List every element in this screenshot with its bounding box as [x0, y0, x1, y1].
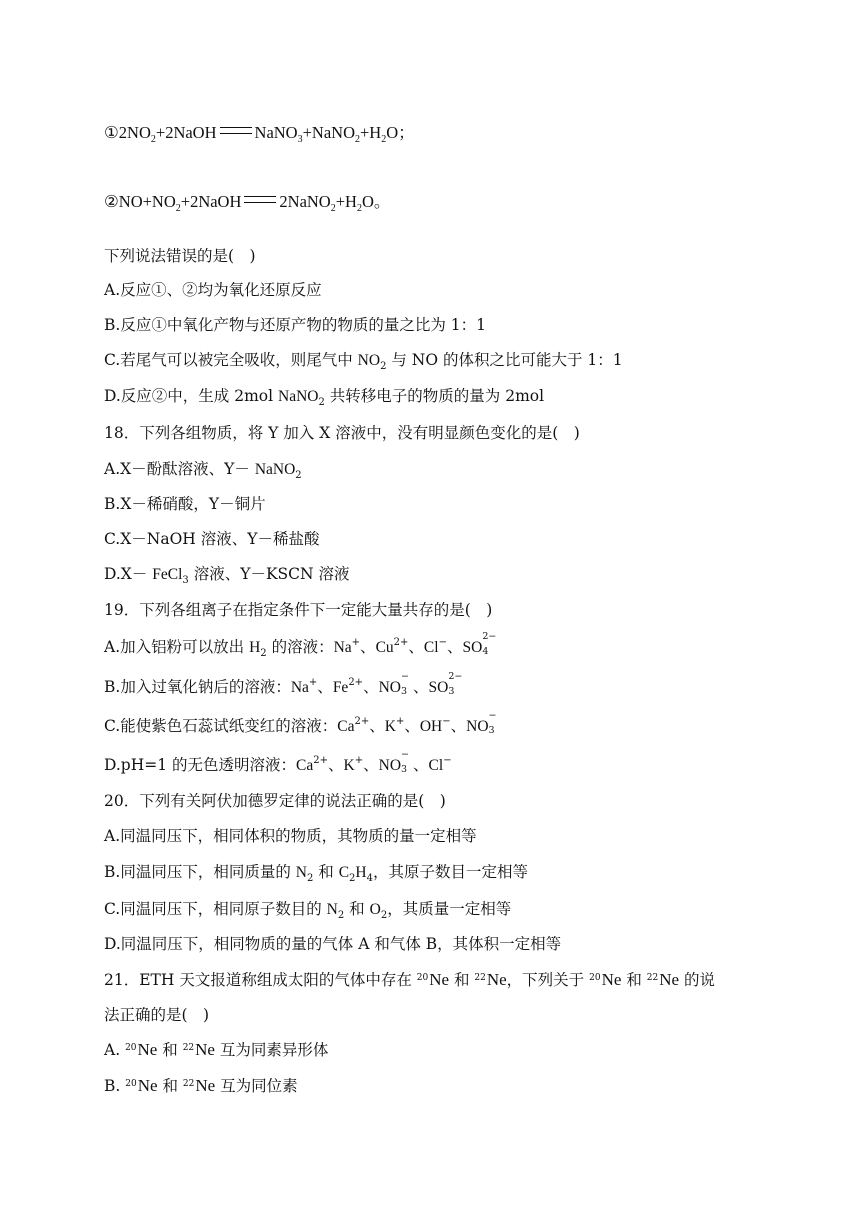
- q21-stem: 21．ETH 天文报道称组成太阳的气体中存在 $^{20}$Ne 和 $^{22}$Ne，下列关于 $^{20}$Ne 和 $^{22}$Ne 的说: [104, 970, 715, 989]
- q21-stem-continued: 法正确的是( ): [104, 1006, 210, 1024]
- q18-option-a: A.X－酚酞溶液、Y－ NaNO$_2$: [104, 460, 302, 481]
- q19-option-a: A.加入铝粉可以放出 $H_2$ 的溶液：Na+、$Cu^{2+}$、Cl−、SO 2− 4: [104, 631, 497, 659]
- q20-option-d: D.同温同压下，相同物质的量的气体 A 和气体 B，其体积一定相等: [104, 935, 562, 953]
- q18-option-c: C.X－NaOH 溶液、Y－稀盐酸: [104, 530, 320, 548]
- q17-option-d: D.反应②中，生成 2mol NaNO$_2$ 共转移电子的物质的量为 2mol: [104, 387, 545, 408]
- q19-option-b: B.加入过氧化钠后的溶液：Na+、$Fe^{2+}$、NO − 3 、SO 2− 3: [104, 671, 463, 697]
- q18-option-b: B.X－稀硝酸，Y－铜片: [104, 495, 266, 513]
- q21-option-a: A. $^{20}$Ne 和 $^{22}$Ne 互为同素异形体: [104, 1040, 329, 1059]
- q19-option-c: C.能使紫色石蕊试纸变红的溶液：$Ca^{2+}$、K+、OH−、NO − 3: [104, 710, 497, 736]
- q20-stem: 20．下列有关阿伏加德罗定律的说法正确的是( ): [104, 792, 446, 810]
- equilibrium-equals-sign: [220, 127, 252, 134]
- q21-option-b: B. $^{20}$Ne 和 $^{22}$Ne 互为同位素: [104, 1076, 298, 1095]
- q17-stem: 下列说法错误的是( ): [104, 247, 256, 265]
- q20-option-c: C.同温同压下，相同原子数目的 $N_2$ 和 $O_2$，其质量一定相等: [104, 900, 512, 921]
- q18-option-d: D.X－ FeCl$_3$ 溶液、Y－KSCN 溶液: [104, 565, 350, 586]
- equation-2: $②NO+NO_2+2NaOH$ $2NaNO_2+H_2O$。: [104, 192, 391, 214]
- q17-option-b: B.反应①中氧化产物与还原产物的物质的量之比为 1：1: [104, 316, 486, 334]
- q19-stem: 19．下列各组离子在指定条件下一定能大量共存的是( ): [104, 601, 493, 619]
- equilibrium-equals-sign: [244, 196, 276, 203]
- q18-stem: 18．下列各组物质，将 Y 加入 X 溶液中，没有明显颜色变化的是( ): [104, 424, 580, 442]
- q17-option-c: C.若尾气可以被完全吸收，则尾气中 $NO_2$ 与 NO 的体积之比可能大于 1：1: [104, 351, 623, 372]
- q20-option-b: B.同温同压下，相同质量的 $N_2$ 和 $C_2H_4$，其原子数目一定相等: [104, 863, 528, 884]
- q19-option-d: D.pH=1 的无色透明溶液：$Ca^{2+}$、K+、NO − 3 、Cl−: [104, 749, 452, 775]
- q20-option-a: A.同温同压下，相同体积的物质，其物质的量一定相等: [104, 827, 477, 845]
- equation-1: $①2NO_2+2NaOH$ $NaNO_3+NaNO_2+H_2O$；: [104, 123, 415, 145]
- q17-option-a: A.反应①、②均为氧化还原反应: [104, 281, 322, 299]
